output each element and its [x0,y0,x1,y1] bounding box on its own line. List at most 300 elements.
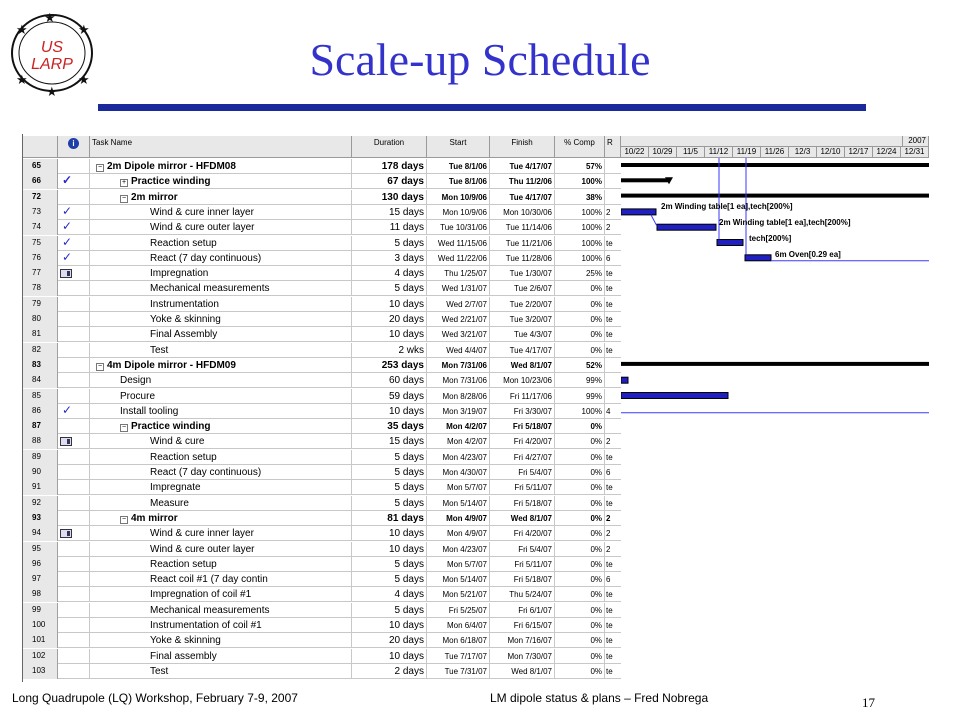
task-percent-complete[interactable]: 100% [555,251,605,266]
collapse-icon[interactable]: − [121,194,127,202]
task-resource[interactable] [605,190,621,205]
task-id[interactable]: 84 [23,373,58,388]
task-row[interactable] [23,343,621,358]
task-row[interactable] [23,251,621,266]
task-percent-complete[interactable]: 0% [555,526,605,541]
task-bar[interactable] [745,255,771,261]
task-percent-complete[interactable]: 0% [555,649,605,664]
task-name[interactable] [90,557,352,572]
task-resource[interactable]: 2 [606,513,611,523]
task-percent-complete[interactable]: 0% [555,297,605,312]
task-duration[interactable]: 3 days [352,251,427,266]
task-row[interactable] [23,480,621,495]
task-name[interactable] [90,174,352,189]
task-start[interactable]: Mon 8/28/06 [427,389,490,404]
task-id[interactable]: 89 [23,450,58,465]
task-name[interactable] [90,190,352,205]
finish-column-header[interactable]: Finish [490,136,555,158]
task-finish[interactable]: Fri 5/18/07 [490,419,555,434]
task-name[interactable] [90,205,352,220]
task-id[interactable]: 72 [23,190,58,205]
task-start[interactable]: Mon 4/23/07 [427,542,490,557]
task-name[interactable] [90,251,352,266]
task-row[interactable] [23,557,621,572]
task-row[interactable] [23,603,621,618]
task-name[interactable] [90,480,352,495]
task-bar[interactable] [657,224,716,230]
task-resource[interactable]: te [606,483,613,493]
task-name[interactable] [90,603,352,618]
task-resource[interactable]: te [606,299,613,309]
task-duration[interactable]: 5 days [352,572,427,587]
task-row[interactable] [23,327,621,342]
id-column-header[interactable] [23,136,58,158]
task-resource[interactable]: te [606,452,613,462]
task-percent-complete[interactable]: 0% [555,587,605,602]
task-resource[interactable]: te [606,498,613,508]
task-percent-complete[interactable]: 100% [555,174,605,189]
resource-column-header[interactable]: R [605,136,621,158]
task-start[interactable]: Mon 10/9/06 [427,205,490,220]
task-name-column-header[interactable]: Task Name [90,136,352,158]
task-duration[interactable]: 4 days [352,587,427,602]
task-id[interactable]: 103 [23,664,58,679]
task-id[interactable]: 83 [23,358,58,373]
task-finish[interactable]: Fri 6/15/07 [490,618,555,633]
task-resource[interactable] [605,373,621,388]
task-row[interactable] [23,389,621,404]
task-id[interactable]: 76 [23,251,58,266]
task-duration[interactable]: 10 days [352,404,427,419]
task-start[interactable]: Wed 2/7/07 [427,297,490,312]
task-id[interactable]: 79 [23,297,58,312]
task-resource[interactable] [605,159,621,174]
task-resource[interactable]: te [606,345,613,355]
task-row[interactable] [23,633,621,648]
task-resource[interactable]: 6 [606,253,611,263]
task-row[interactable] [23,220,621,235]
task-finish[interactable]: Fri 4/27/07 [490,450,555,465]
task-duration[interactable]: 10 days [352,327,427,342]
task-percent-complete[interactable]: 100% [555,236,605,251]
task-start[interactable]: Mon 5/7/07 [427,557,490,572]
task-duration[interactable]: 15 days [352,434,427,449]
task-finish[interactable]: Tue 4/3/07 [490,327,555,342]
task-row[interactable] [23,434,621,449]
task-resource[interactable] [605,389,621,404]
task-resource[interactable]: 2 [606,544,611,554]
task-name[interactable] [90,434,352,449]
task-duration[interactable]: 5 days [352,465,427,480]
task-resource[interactable]: 2 [606,207,611,217]
task-resource[interactable]: te [606,330,613,340]
task-start[interactable]: Tue 7/17/07 [427,649,490,664]
task-start[interactable]: Tue 7/31/07 [427,664,490,679]
collapse-icon[interactable]: − [97,164,103,171]
task-row[interactable] [23,159,621,174]
task-finish[interactable]: Tue 4/17/07 [490,190,555,205]
task-finish[interactable]: Mon 7/30/07 [490,649,555,664]
task-finish[interactable]: Tue 11/14/06 [490,220,555,235]
task-start[interactable]: Mon 4/2/07 [427,419,490,434]
task-finish[interactable]: Tue 3/20/07 [490,312,555,327]
task-id[interactable]: 87 [23,419,58,434]
task-resource[interactable]: te [606,559,613,569]
task-id[interactable]: 88 [23,434,58,449]
task-duration[interactable]: 5 days [352,480,427,495]
task-row[interactable] [23,572,621,587]
task-percent-complete[interactable]: 0% [555,511,605,526]
task-finish[interactable]: Thu 5/24/07 [490,587,555,602]
task-row[interactable] [23,236,621,251]
task-start[interactable]: Wed 11/15/06 [427,236,490,251]
task-row[interactable] [23,312,621,327]
task-row[interactable] [23,542,621,557]
task-percent-complete[interactable]: 0% [555,572,605,587]
task-duration[interactable]: 4 days [352,266,427,281]
task-resource[interactable]: te [606,651,613,661]
task-start[interactable]: Mon 5/14/07 [427,572,490,587]
task-id[interactable]: 85 [23,389,58,404]
task-row[interactable] [23,496,621,511]
task-name[interactable] [90,404,352,419]
task-percent-complete[interactable]: 99% [555,389,605,404]
task-row[interactable] [23,618,621,633]
expand-icon[interactable]: + [121,179,127,187]
summary-bar[interactable] [621,163,929,167]
task-start[interactable]: Mon 4/9/07 [427,526,490,541]
task-start[interactable]: Wed 3/21/07 [427,327,490,342]
task-id[interactable]: 75 [23,236,58,251]
task-duration[interactable]: 5 days [352,557,427,572]
task-row[interactable] [23,450,621,465]
task-finish[interactable]: Fri 5/4/07 [490,465,555,480]
task-percent-complete[interactable]: 0% [555,343,605,358]
task-start[interactable]: Mon 6/18/07 [427,633,490,648]
task-duration[interactable]: 81 days [352,511,427,526]
task-start[interactable]: Tue 10/31/06 [427,220,490,235]
task-duration[interactable]: 20 days [352,633,427,648]
task-row[interactable] [23,419,621,434]
task-percent-complete[interactable]: 0% [555,496,605,511]
task-duration[interactable]: 253 days [352,358,427,373]
task-name[interactable] [90,496,352,511]
task-name[interactable] [90,327,352,342]
percent-complete-column-header[interactable]: % Comp [555,136,605,158]
task-percent-complete[interactable]: 0% [555,465,605,480]
task-finish[interactable]: Tue 11/21/06 [490,236,555,251]
task-duration[interactable]: 5 days [352,496,427,511]
task-resource[interactable]: 4 [606,406,611,416]
task-id[interactable]: 86 [23,404,58,419]
task-finish[interactable]: Tue 2/20/07 [490,297,555,312]
task-start[interactable]: Tue 8/1/06 [427,159,490,174]
task-name[interactable] [90,220,352,235]
task-finish[interactable]: Tue 4/17/07 [490,343,555,358]
task-finish[interactable]: Thu 11/2/06 [490,174,555,189]
task-name[interactable] [90,511,352,526]
task-finish[interactable]: Fri 5/18/07 [490,496,555,511]
summary-bar[interactable] [621,194,929,198]
task-name[interactable] [90,159,352,174]
task-duration[interactable]: 10 days [352,526,427,541]
task-id[interactable]: 66 [23,174,58,189]
task-finish[interactable]: Tue 11/28/06 [490,251,555,266]
task-finish[interactable]: Wed 8/1/07 [490,511,555,526]
task-id[interactable]: 78 [23,281,58,296]
task-name[interactable] [90,236,352,251]
task-name[interactable] [90,465,352,480]
task-duration[interactable]: 67 days [352,174,427,189]
task-row[interactable] [23,190,621,205]
task-id[interactable]: 77 [23,266,58,281]
task-bar[interactable] [717,240,743,246]
task-start[interactable]: Mon 10/9/06 [427,190,490,205]
task-name[interactable] [90,419,352,434]
task-row[interactable] [23,358,621,373]
task-start[interactable]: Mon 5/21/07 [427,587,490,602]
task-start[interactable]: Tue 8/1/06 [427,174,490,189]
collapse-icon[interactable]: − [121,424,127,432]
task-name[interactable] [90,266,352,281]
task-start[interactable]: Mon 7/31/06 [427,373,490,388]
task-id[interactable]: 99 [23,603,58,618]
task-finish[interactable]: Tue 4/17/07 [490,159,555,174]
task-percent-complete[interactable]: 38% [555,190,605,205]
task-percent-complete[interactable]: 100% [555,205,605,220]
task-percent-complete[interactable]: 0% [555,327,605,342]
task-row[interactable] [23,526,621,541]
task-finish[interactable]: Fri 6/1/07 [490,603,555,618]
task-start[interactable]: Thu 1/25/07 [427,266,490,281]
task-name[interactable] [90,373,352,388]
task-bar[interactable] [621,377,628,383]
task-row[interactable] [23,281,621,296]
calendar-note-icon[interactable] [60,437,72,446]
task-name[interactable] [90,587,352,602]
task-resource[interactable]: te [606,284,613,294]
task-name[interactable] [90,297,352,312]
task-row[interactable] [23,174,621,189]
task-finish[interactable]: Mon 10/23/06 [490,373,555,388]
task-id[interactable]: 96 [23,557,58,572]
task-percent-complete[interactable]: 57% [555,159,605,174]
task-id[interactable]: 81 [23,327,58,342]
task-percent-complete[interactable]: 0% [555,312,605,327]
task-resource[interactable]: te [606,238,613,248]
task-name[interactable] [90,664,352,679]
task-id[interactable]: 102 [23,649,58,664]
task-percent-complete[interactable]: 100% [555,220,605,235]
task-row[interactable] [23,205,621,220]
task-row[interactable] [23,649,621,664]
task-percent-complete[interactable]: 0% [555,618,605,633]
task-row[interactable] [23,404,621,419]
task-duration[interactable]: 60 days [352,373,427,388]
task-id[interactable]: 80 [23,312,58,327]
task-percent-complete[interactable]: 0% [555,557,605,572]
task-name[interactable] [90,343,352,358]
task-name[interactable] [90,572,352,587]
task-percent-complete[interactable]: 0% [555,542,605,557]
task-name[interactable] [90,542,352,557]
task-name[interactable] [90,526,352,541]
task-name[interactable] [90,618,352,633]
task-start[interactable]: Mon 4/30/07 [427,465,490,480]
task-id[interactable]: 82 [23,343,58,358]
task-percent-complete[interactable]: 0% [555,419,605,434]
task-resource[interactable]: te [606,605,613,615]
task-percent-complete[interactable]: 0% [555,450,605,465]
task-duration[interactable]: 11 days [352,220,427,235]
task-start[interactable]: Mon 4/9/07 [427,511,490,526]
task-duration[interactable]: 5 days [352,281,427,296]
task-finish[interactable]: Tue 1/30/07 [490,266,555,281]
task-id[interactable]: 94 [23,526,58,541]
task-percent-complete[interactable]: 0% [555,664,605,679]
task-name[interactable] [90,389,352,404]
task-percent-complete[interactable]: 0% [555,434,605,449]
task-start[interactable]: Mon 4/2/07 [427,434,490,449]
task-start[interactable]: Wed 4/4/07 [427,343,490,358]
task-finish[interactable]: Tue 2/6/07 [490,281,555,296]
task-percent-complete[interactable]: 0% [555,480,605,495]
task-finish[interactable]: Fri 5/11/07 [490,480,555,495]
task-start[interactable]: Mon 3/19/07 [427,404,490,419]
task-start[interactable]: Mon 7/31/06 [427,358,490,373]
task-duration[interactable]: 10 days [352,297,427,312]
task-resource[interactable]: te [606,590,613,600]
task-duration[interactable]: 178 days [352,159,427,174]
task-resource[interactable]: te [606,666,613,676]
task-finish[interactable]: Fri 4/20/07 [490,434,555,449]
task-bar[interactable] [621,209,656,215]
task-duration[interactable]: 15 days [352,205,427,220]
duration-column-header[interactable]: Duration [352,136,427,158]
task-duration[interactable]: 2 days [352,664,427,679]
task-row[interactable] [23,297,621,312]
task-duration[interactable]: 2 wks [352,343,427,358]
task-name[interactable] [90,649,352,664]
task-start[interactable]: Mon 4/23/07 [427,450,490,465]
task-finish[interactable]: Mon 7/16/07 [490,633,555,648]
task-resource[interactable]: 2 [606,223,611,233]
gantt-bar-label: 6m Oven[0.29 ea] [775,250,841,259]
task-row[interactable] [23,511,621,526]
task-duration[interactable]: 10 days [352,542,427,557]
task-resource[interactable]: 6 [606,575,611,585]
task-percent-complete[interactable]: 100% [555,404,605,419]
task-duration[interactable]: 130 days [352,190,427,205]
task-id[interactable]: 74 [23,220,58,235]
task-name[interactable] [90,281,352,296]
task-start[interactable]: Wed 11/22/06 [427,251,490,266]
task-start[interactable]: Mon 5/7/07 [427,480,490,495]
task-duration[interactable]: 35 days [352,419,427,434]
calendar-note-icon[interactable] [60,529,72,538]
task-id[interactable]: 92 [23,496,58,511]
task-id[interactable]: 97 [23,572,58,587]
summary-bar[interactable] [621,362,929,366]
task-resource[interactable]: te [606,269,613,279]
task-id[interactable]: 73 [23,205,58,220]
task-percent-complete[interactable]: 25% [555,266,605,281]
indicator-column-header[interactable] [58,136,90,158]
task-start[interactable]: Wed 1/31/07 [427,281,490,296]
task-id[interactable]: 93 [23,511,58,526]
task-finish[interactable]: Fri 5/4/07 [490,542,555,557]
task-id[interactable]: 101 [23,633,58,648]
task-name[interactable] [90,633,352,648]
start-column-header[interactable]: Start [427,136,490,158]
calendar-note-icon[interactable] [60,269,72,278]
task-row[interactable] [23,266,621,281]
task-name[interactable] [90,312,352,327]
task-bar[interactable] [621,393,728,399]
task-name[interactable] [90,358,352,373]
task-resource[interactable]: te [606,636,613,646]
task-id[interactable]: 100 [23,618,58,633]
task-finish[interactable]: Fri 5/11/07 [490,557,555,572]
summary-bar[interactable] [621,178,669,182]
task-row[interactable] [23,664,621,679]
task-id[interactable]: 65 [23,159,58,174]
task-start[interactable]: Mon 5/14/07 [427,496,490,511]
task-duration[interactable]: 5 days [352,603,427,618]
task-finish[interactable]: Fri 5/18/07 [490,572,555,587]
task-finish[interactable]: Fri 4/20/07 [490,526,555,541]
task-finish[interactable]: Fri 11/17/06 [490,389,555,404]
task-resource[interactable] [605,358,621,373]
task-duration[interactable]: 10 days [352,618,427,633]
task-resource[interactable]: 2 [606,437,611,447]
task-percent-complete[interactable]: 0% [555,281,605,296]
task-resource[interactable] [605,174,621,189]
task-resource[interactable] [605,419,621,434]
task-duration[interactable]: 10 days [352,649,427,664]
task-percent-complete[interactable]: 0% [555,603,605,618]
task-percent-complete[interactable]: 0% [555,633,605,648]
task-id[interactable]: 98 [23,587,58,602]
task-row[interactable] [23,587,621,602]
collapse-icon[interactable]: − [97,362,103,370]
task-duration[interactable]: 59 days [352,389,427,404]
task-id[interactable]: 90 [23,465,58,480]
task-finish[interactable]: Wed 8/1/07 [490,664,555,679]
task-id[interactable]: 95 [23,542,58,557]
task-finish[interactable]: Mon 10/30/06 [490,205,555,220]
task-finish[interactable]: Fri 3/30/07 [490,404,555,419]
task-start[interactable]: Fri 5/25/07 [427,603,490,618]
task-duration[interactable]: 20 days [352,312,427,327]
task-duration[interactable]: 5 days [352,236,427,251]
task-row[interactable] [23,465,621,480]
task-finish[interactable]: Wed 8/1/07 [490,358,555,373]
task-id[interactable]: 91 [23,480,58,495]
task-resource[interactable]: te [606,621,613,630]
collapse-icon[interactable]: − [121,515,127,523]
task-start[interactable]: Mon 6/4/07 [427,618,490,633]
task-resource[interactable]: 6 [606,468,611,477]
task-name[interactable] [90,450,352,465]
task-percent-complete[interactable]: 99% [555,373,605,388]
task-resource[interactable]: 2 [606,529,611,539]
task-start[interactable]: Wed 2/21/07 [427,312,490,327]
task-resource[interactable]: te [606,315,613,324]
task-percent-complete[interactable]: 52% [555,358,605,373]
task-row[interactable] [23,373,621,388]
task-duration[interactable]: 5 days [352,450,427,465]
